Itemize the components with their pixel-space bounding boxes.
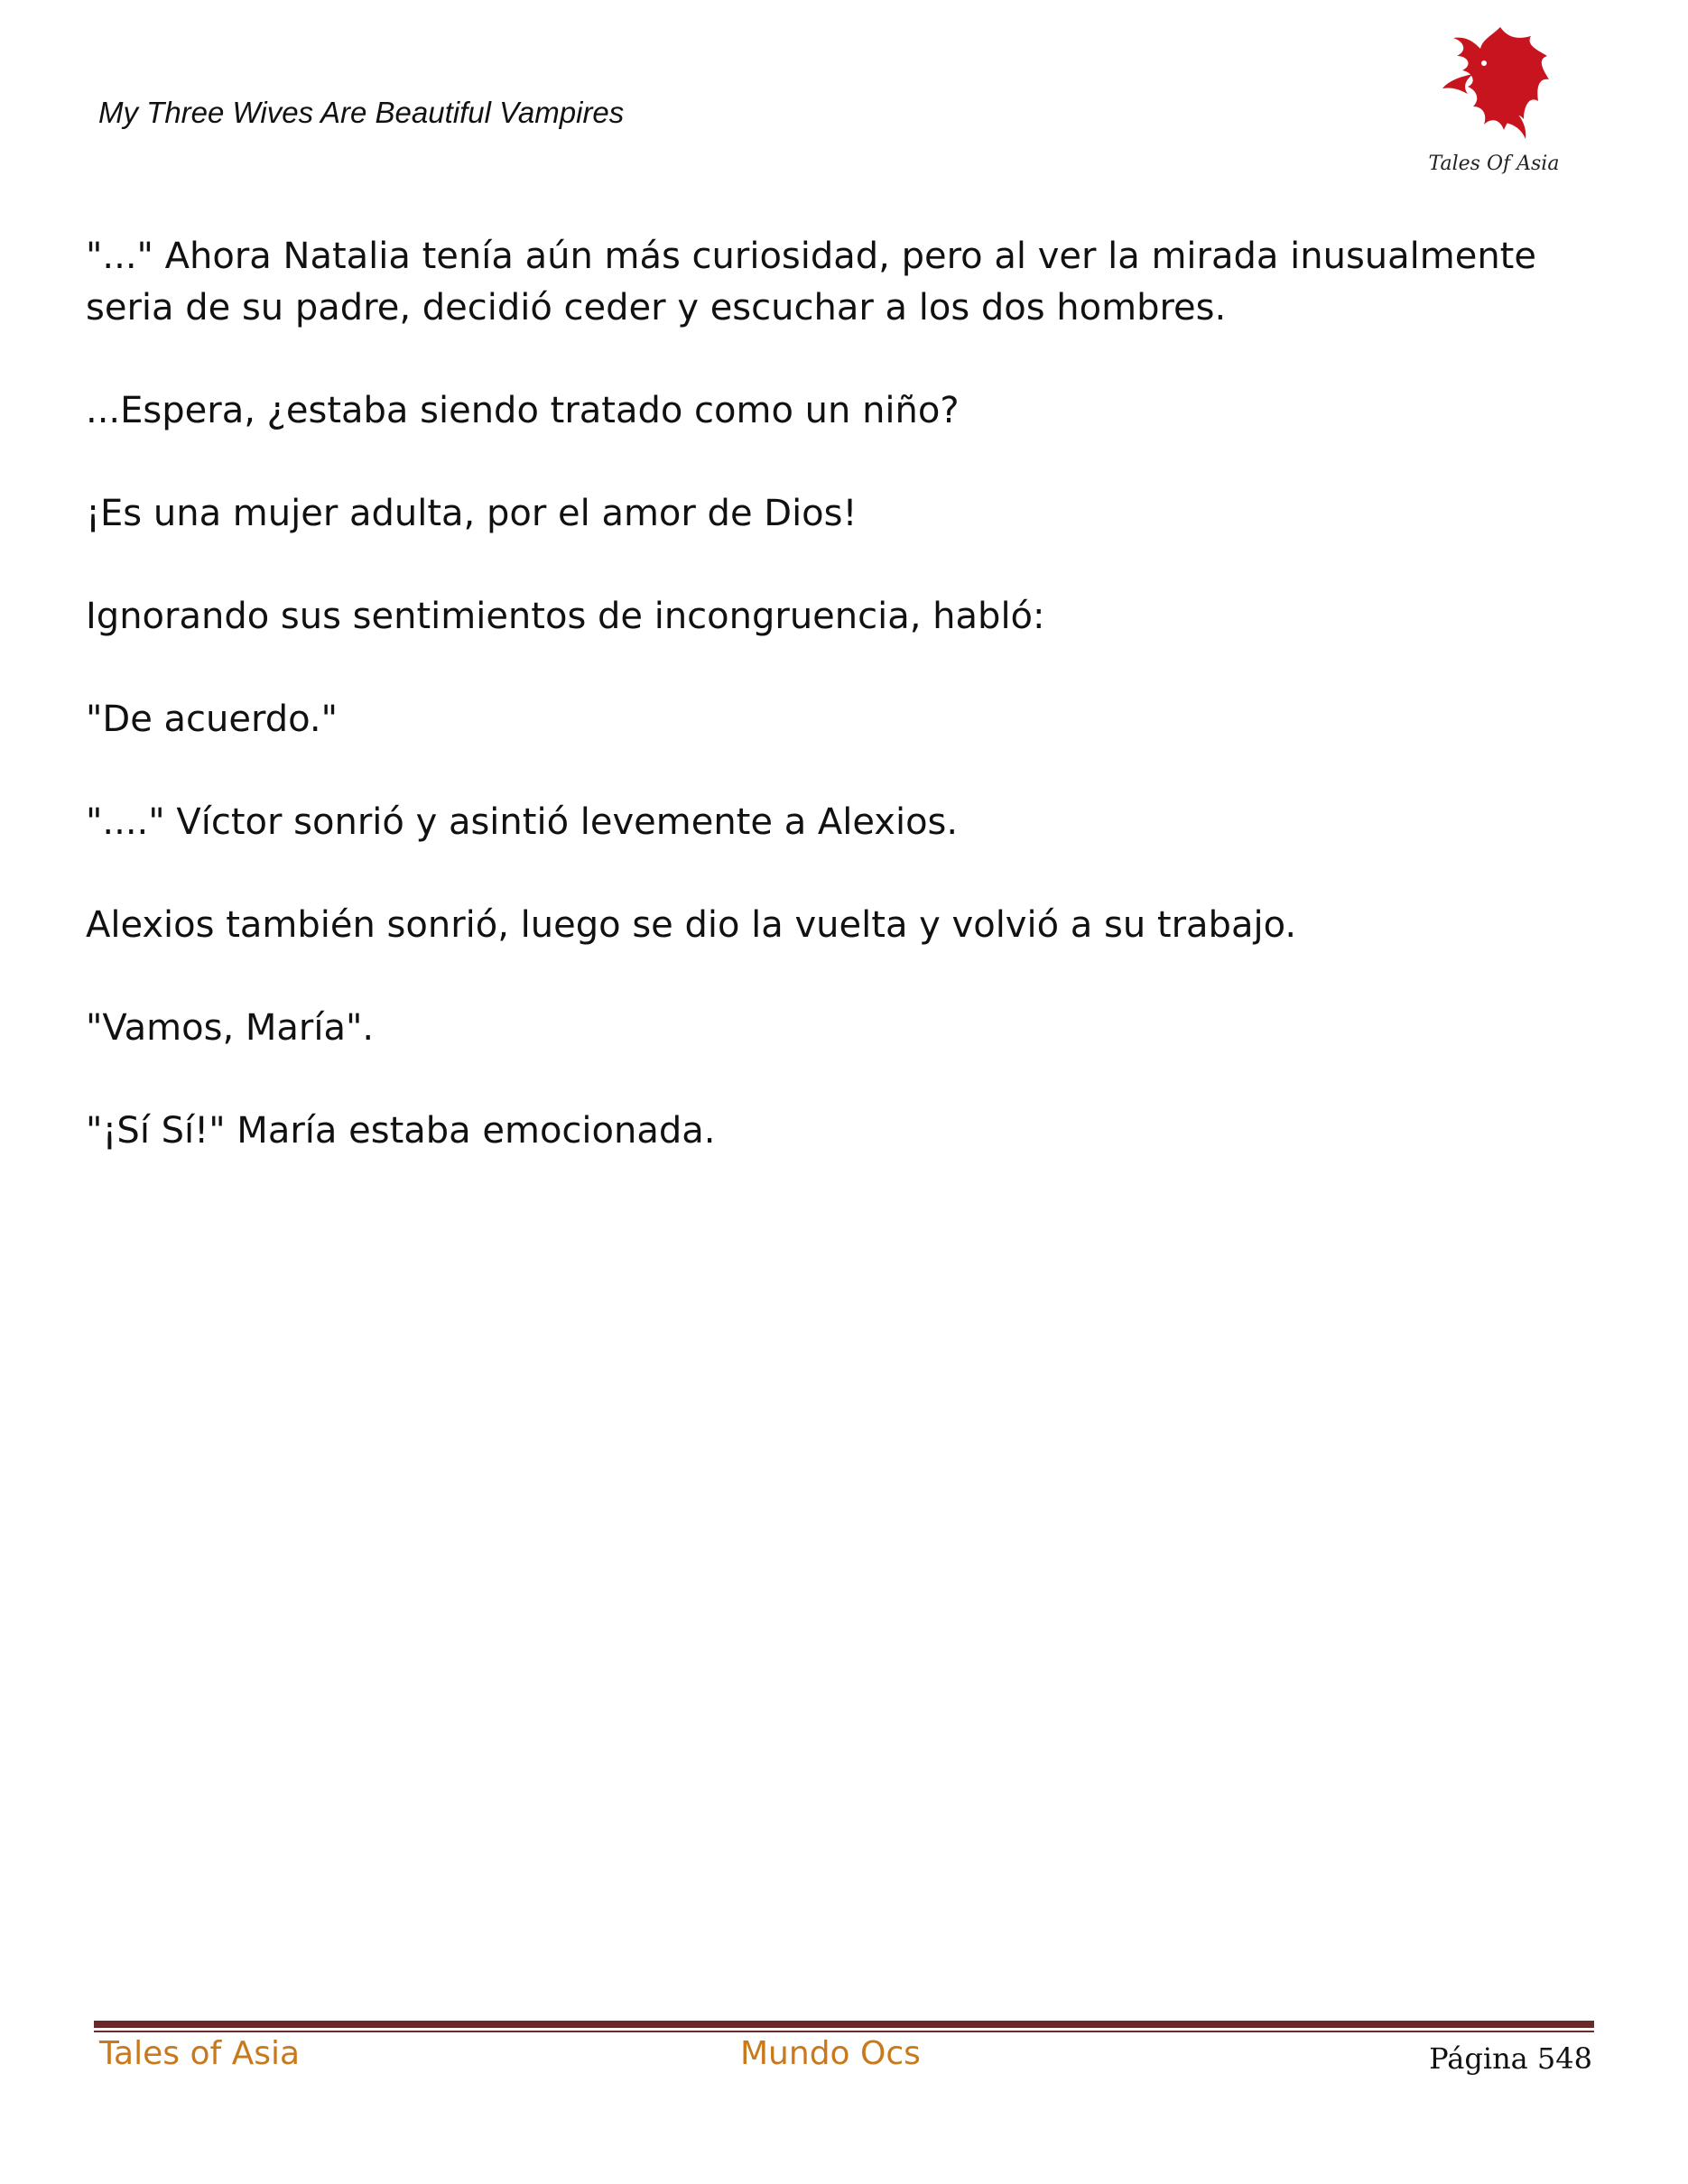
publisher-logo [1426, 20, 1562, 182]
logo-text: Tales Of Asia [1428, 153, 1560, 175]
paragraph: ¡Es una mujer adulta, por el amor de Dios! [86, 493, 858, 534]
page-body [86, 231, 1584, 1208]
footer-section: Mundo Ocs [740, 2035, 921, 2072]
paragraph: "¡Sí Sí!" María estaba emocionada. [86, 1110, 716, 1152]
red-dragon-icon [1437, 20, 1554, 155]
paragraph: "De acuerdo." [86, 699, 339, 740]
page-number: Página 548 [1429, 2041, 1592, 2076]
book-title: My Three Wives Are Beautiful Vampires [98, 96, 625, 129]
paragraph: "...." Víctor sonrió y asintió levemente a Alexios. [86, 801, 959, 843]
paragraph: ...Espera, ¿estaba siendo tratado como un niño? [86, 390, 960, 431]
footer-divider [94, 2021, 1594, 2028]
paragraph: "Vamos, María". [86, 1007, 375, 1049]
page-header [0, 0, 1688, 180]
paragraph: "..." Ahora Natalia tenía aún más curiosidad, pero al ver la mirada inusualmente seria de su padre, decidió ceder y escuchar a los dos hombres. [86, 236, 1536, 329]
footer-publisher: Tales of Asia [99, 2035, 301, 2072]
footer-divider-thin [94, 2031, 1594, 2032]
paragraph: Ignorando sus sentimientos de incongruencia, habló: [86, 596, 1045, 637]
paragraph: Alexios también sonrió, luego se dio la vuelta y volvió a su trabajo. [86, 904, 1297, 946]
